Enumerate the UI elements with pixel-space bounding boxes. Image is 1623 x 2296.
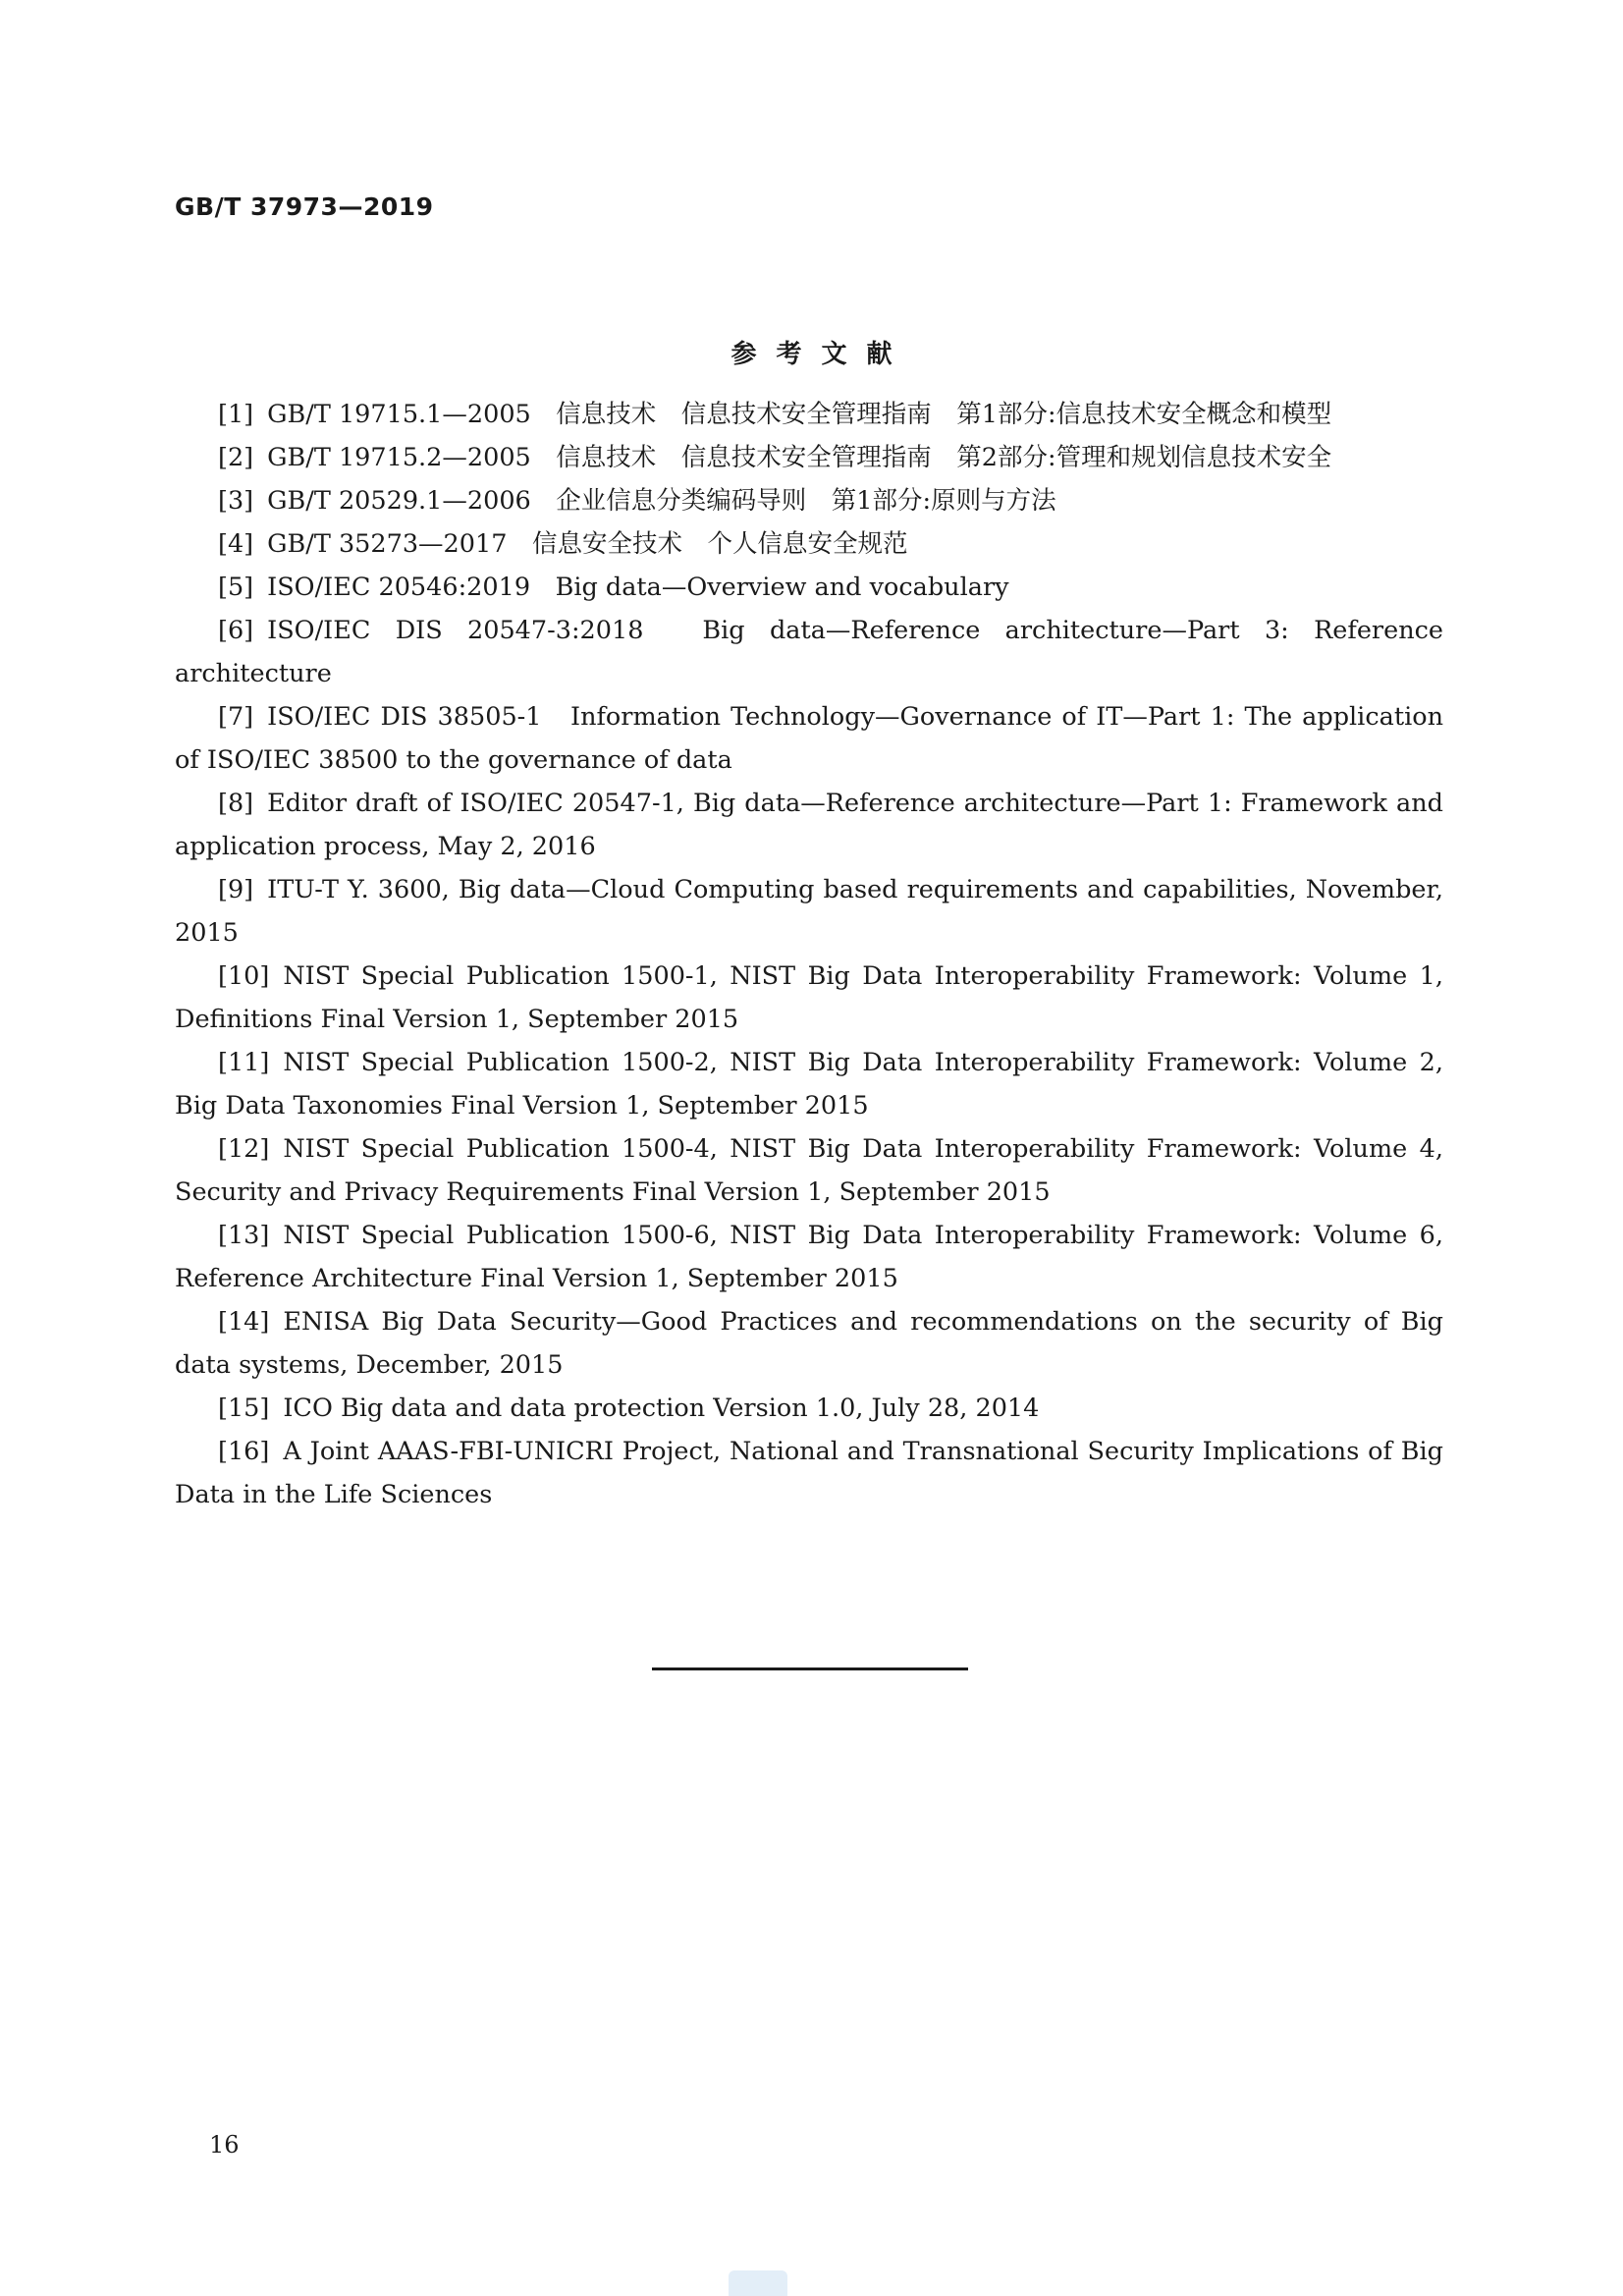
reference-item [175,955,1443,1041]
reference-item [175,1430,1443,1516]
reference-item [175,1300,1443,1387]
reference-item [175,868,1443,955]
watermark-mark [729,2270,787,2296]
reference-text: GB/T 35273—2017 信息安全技术 个人信息安全规范 [267,529,908,559]
reference-item [175,1041,1443,1127]
reference-number: [15] [218,1394,270,1423]
reference-item [175,566,1443,609]
reference-number: [4] [218,529,254,559]
reference-text: GB/T 19715.1—2005 信息技术 信息技术安全管理指南 第1部分:信息技术安全概念和模型 [267,400,1332,429]
reference-number: [13] [218,1221,270,1250]
reference-number: [12] [218,1134,270,1164]
reference-number: [6] [218,616,254,645]
reference-text: A Joint AAAS-FBI-UNICRI Project, National and Transnational Security Implications of Big Data in the Life Sciences [175,1437,1443,1509]
reference-item [175,1127,1443,1214]
section-title: 参考文献 [730,340,912,369]
reference-item [175,782,1443,868]
reference-list [175,393,1443,1516]
reference-text: ISO/IEC DIS 38505-1 Information Technology—Governance of IT—Part 1: The application of ISO/IEC 38500 to the governance of data [175,702,1443,775]
reference-number: [16] [218,1437,270,1466]
reference-text: NIST Special Publication 1500-6, NIST Big Data Interoperability Framework: Volume 6, Reference Architecture Final Version 1, September 2015 [175,1221,1443,1293]
reference-item [175,393,1443,436]
reference-item [175,436,1443,479]
reference-item [175,479,1443,522]
reference-item [175,1387,1443,1430]
reference-text: ITU-T Y. 3600, Big data—Cloud Computing based requirements and capabilities, November, 2015 [175,875,1443,948]
reference-text: NIST Special Publication 1500-4, NIST Big Data Interoperability Framework: Volume 4, Security and Privacy Requirements Final Version 1, September 2015 [175,1134,1443,1207]
reference-number: [3] [218,486,254,516]
reference-text: NIST Special Publication 1500-2, NIST Big Data Interoperability Framework: Volume 2, Big Data Taxonomies Final Version 1, September 2015 [175,1048,1443,1121]
reference-number: [10] [218,961,270,991]
reference-number: [5] [218,573,254,602]
reference-text: ISO/IEC 20546:2019 Big data—Overview and vocabulary [267,573,1009,602]
reference-item [175,1214,1443,1300]
reference-item [175,522,1443,566]
reference-text: ENISA Big Data Security—Good Practices and recommendations on the security of Big data systems, December, 2015 [175,1307,1443,1380]
reference-number: [1] [218,400,254,429]
reference-number: [2] [218,443,254,472]
reference-number: [11] [218,1048,270,1077]
end-rule-divider [652,1667,968,1670]
page-number: 16 [209,2131,240,2159]
reference-text: GB/T 19715.2—2005 信息技术 信息技术安全管理指南 第2部分:管理和规划信息技术安全 [267,443,1332,472]
reference-number: [8] [218,789,254,818]
reference-number: [7] [218,702,254,732]
reference-text: ICO Big data and data protection Version 1.0, July 28, 2014 [283,1394,1040,1423]
reference-item [175,609,1443,695]
reference-item [175,695,1443,782]
reference-text: Editor draft of ISO/IEC 20547-1, Big data—Reference architecture—Part 1: Framework and application process, May 2, 2016 [175,789,1443,861]
reference-number: [9] [218,875,254,904]
standard-number-header: GB/T 37973—2019 [175,192,434,221]
reference-text: NIST Special Publication 1500-1, NIST Big Data Interoperability Framework: Volume 1, Definitions Final Version 1, September 2015 [175,961,1443,1034]
reference-text: ISO/IEC DIS 20547-3:2018 Big data—Reference architecture—Part 3: Reference architecture [175,616,1443,688]
reference-number: [14] [218,1307,270,1337]
reference-text: GB/T 20529.1—2006 企业信息分类编码导则 第1部分:原则与方法 [267,486,1056,516]
